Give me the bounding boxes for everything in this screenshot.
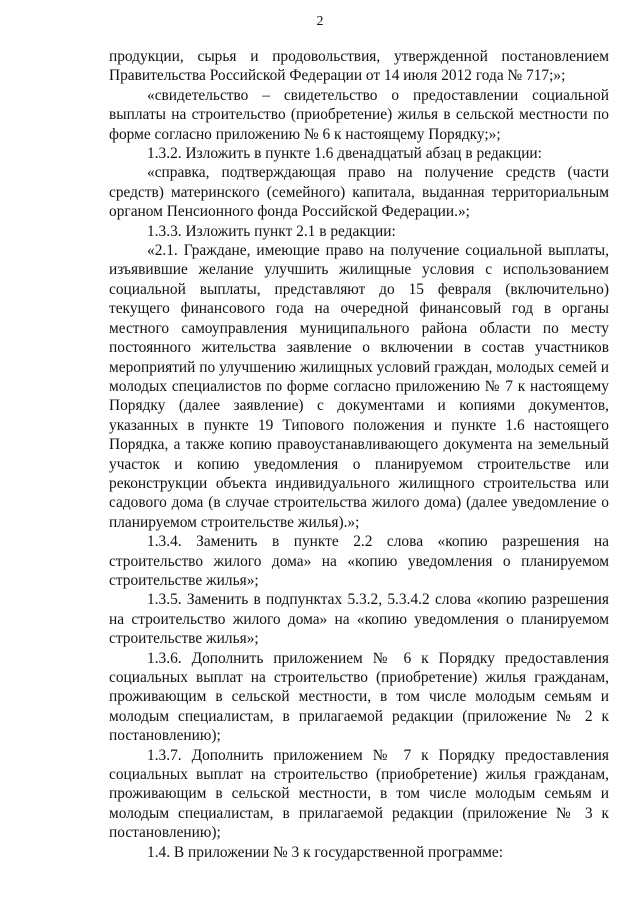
paragraph: 1.3.6. Дополнить приложением № 6 к Порядку предоставления социальных выплат на строительство (приобретение) жилья гражданам, проживающим в сельской местности, в том числе молодым семьям и молодым специалистам, в прилагаемой редакции (приложение № 2 к постановлению);	[109, 649, 609, 745]
paragraph: «справка, подтверждающая право на получение средств (части средств) материнского (семейного) капитала, выданная территориальным органом Пенсионного фонда Российской Федерации.»;	[109, 164, 609, 221]
paragraph: «2.1. Граждане, имеющие право на получение социальной выплаты, изъявившие желание улучшить жилищные условия с использованием социальной выплаты, представляют до 15 февраля (включительно) текущего финансового года на очередной финансовый год в органы местного самоуправления муниципального района области по месту постоянного жительства заявление о включении в состав участников мероприятий по улучшению жилищных условий граждан, молодых семей и молодых специалистов по форме согласно приложению № 7 к настоящему Порядку (далее заявление) с документами и копиями документов, указанных в пункте 19 Типового положения и пункте 1.6 настоящего Порядка, а также копию правоустанавливающего документа на земельный участок и копию уведомления о планируемом строительстве или реконструкции объекта индивидуального жилищного строительства или садового дома (в случае строительства жилого дома) (далее уведомление о планируемом строительстве жилья).»;	[109, 242, 609, 531]
paragraph: 1.3.2. Изложить в пункте 1.6 двенадцатый абзац в редакции:	[147, 145, 542, 163]
paragraph: 1.3.4. Заменить в пункте 2.2 слова «копию разрешения на строительство жилого дома» на «копию уведомления о планируемом строительстве жилья»;	[109, 533, 609, 589]
page-number: 2	[316, 14, 324, 29]
paragraph: 1.3.7. Дополнить приложением № 7 к Порядку предоставления социальных выплат на строительство (приобретение) жилья гражданам, проживающим в сельской местности, в том числе молодым семьям и молодым специалистам, в прилагаемой редакции (приложение № 3 к постановлению);	[109, 746, 609, 842]
paragraph: 1.3.3. Изложить пункт 2.1 в редакции:	[147, 222, 396, 240]
paragraph: 1.3.5. Заменить в подпунктах 5.3.2, 5.3.4.2 слова «копию разрешения на строительство жилого дома» на «копию уведомления о планируемом строительстве жилья»;	[109, 591, 609, 648]
paragraph: продукции, сырья и продовольствия, утвержденной постановлением Правительства Российской Федерации от 14 июля 2012 года № 717;»;	[109, 48, 609, 85]
document-body	[109, 47, 609, 862]
paragraph: 1.4. В приложении № 3 к государственной программе:	[147, 843, 504, 861]
paragraph: «свидетельство – свидетельство о предоставлении социальной выплаты на строительство (приобретение) жилья в сельской местности по форме согласно приложению № 6 к настоящему Порядку;»;	[109, 86, 609, 143]
